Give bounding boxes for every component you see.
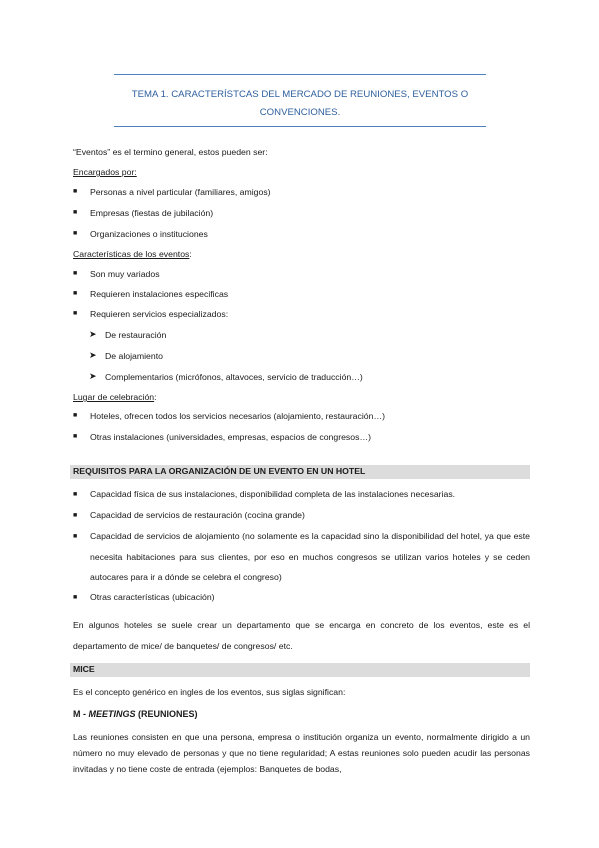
- caracteristicas-item: Requieren instalaciones especificas: [90, 289, 229, 299]
- square-bullet-icon: ■: [73, 270, 78, 277]
- caracteristicas-item: Son muy variados: [90, 269, 160, 279]
- intro-text: “Eventos” es el termino general, estos pueden ser:: [73, 147, 268, 157]
- lugar-label-suffix: :: [154, 392, 157, 402]
- lugar-heading: [73, 392, 157, 402]
- mice-heading: MICE: [73, 664, 95, 674]
- arrow-bullet-icon: ➤: [89, 350, 97, 360]
- square-bullet-icon: ■: [73, 533, 78, 540]
- requisitos-heading: REQUISITOS PARA LA ORGANIZACIÓN DE UN EVENTO EN UN HOTEL: [73, 466, 366, 476]
- title-top-rule: [114, 74, 486, 75]
- meetings-prefix: M -: [73, 709, 89, 719]
- meetings-heading: [73, 709, 198, 719]
- requisitos-heading-band: [70, 465, 530, 479]
- square-bullet-icon: ■: [73, 310, 78, 317]
- square-bullet-icon: ■: [73, 412, 78, 419]
- lugar-label: Lugar de celebración: [73, 392, 155, 402]
- title-line-1: TEMA 1. CARACTERÍSTCAS DEL MERCADO DE REUNIONES, EVENTOS O: [131, 89, 469, 100]
- requisitos-item: Capacidad de servicios de alojamiento (no solamente es la capacidad sino la disponibilidad del hotel, ya que este necesita habitaciones para sus clientes, por eso en muchos congresos se utilizan varios hoteles y se ceden autocares para ir a dónde se celebra el congreso): [90, 531, 530, 582]
- requisitos-item: Capacidad de servicios de restauración (cocina grande): [90, 510, 305, 520]
- meetings-paragraph: Las reuniones consisten en que una persona, empresa o institución organiza un evento, normalmente dirigido a un número no muy elevado de personas y que no tiene regularidad; A estas reuniones solo pueden acudir las personas invitadas y no tiene coste de entrada (ejemplos: Banquetes de bodas,: [73, 732, 530, 774]
- square-bullet-icon: ■: [73, 290, 78, 297]
- encargados-item: Empresas (fiestas de jubilación): [90, 208, 214, 218]
- square-bullet-icon: ■: [73, 230, 78, 237]
- square-bullet-icon: ■: [73, 209, 78, 216]
- lugar-item: Hoteles, ofrecen todos los servicios necesarios (alojamiento, restauración…): [90, 411, 386, 421]
- caracteristicas-subitem: Complementarios (micrófonos, altavoces, servicio de traducción…): [105, 372, 363, 382]
- lugar-item: Otras instalaciones (universidades, empresas, espacios de congresos…): [90, 432, 372, 442]
- square-bullet-icon: ■: [73, 188, 78, 195]
- square-bullet-icon: ■: [73, 433, 78, 440]
- encargados-label: Encargados por:: [73, 167, 137, 177]
- arrow-bullet-icon: ➤: [89, 371, 97, 381]
- title-bottom-rule: [114, 126, 486, 127]
- caracteristicas-subitem: De restauración: [105, 330, 167, 340]
- title-line-2: CONVENCIONES.: [259, 107, 341, 118]
- caracteristicas-heading: [73, 249, 192, 259]
- mice-intro: Es el concepto genérico en ingles de los eventos, sus siglas significan:: [73, 687, 346, 697]
- caracteristicas-item: Requieren servicios especializados:: [90, 309, 229, 319]
- mice-heading-band: [70, 663, 530, 677]
- caracteristicas-label-suffix: :: [189, 249, 192, 259]
- square-bullet-icon: ■: [73, 491, 78, 498]
- square-bullet-icon: ■: [73, 512, 78, 519]
- requisitos-item: Capacidad física de sus instalaciones, disponibilidad completa de las instalaciones necesarias.: [90, 489, 456, 499]
- encargados-item: Personas a nivel particular (familiares, amigos): [90, 187, 271, 197]
- requisitos-item: Otras características (ubicación): [90, 592, 215, 602]
- meetings-suffix: (REUNIONES): [135, 709, 198, 719]
- caracteristicas-subitem: De alojamiento: [105, 351, 163, 361]
- caracteristicas-label: Características de los eventos: [73, 249, 190, 259]
- page-title: [114, 86, 486, 122]
- arrow-bullet-icon: ➤: [89, 329, 97, 339]
- encargados-item: Organizaciones o instituciones: [90, 229, 208, 239]
- square-bullet-icon: ■: [73, 594, 78, 601]
- meetings-term: MEETINGS: [88, 709, 136, 719]
- departamento-paragraph: En algunos hoteles se suele crear un departamento que se encarga en concreto de los eventos, este es el departamento de mice/ de banquetes/ de congresos/ etc.: [73, 620, 530, 651]
